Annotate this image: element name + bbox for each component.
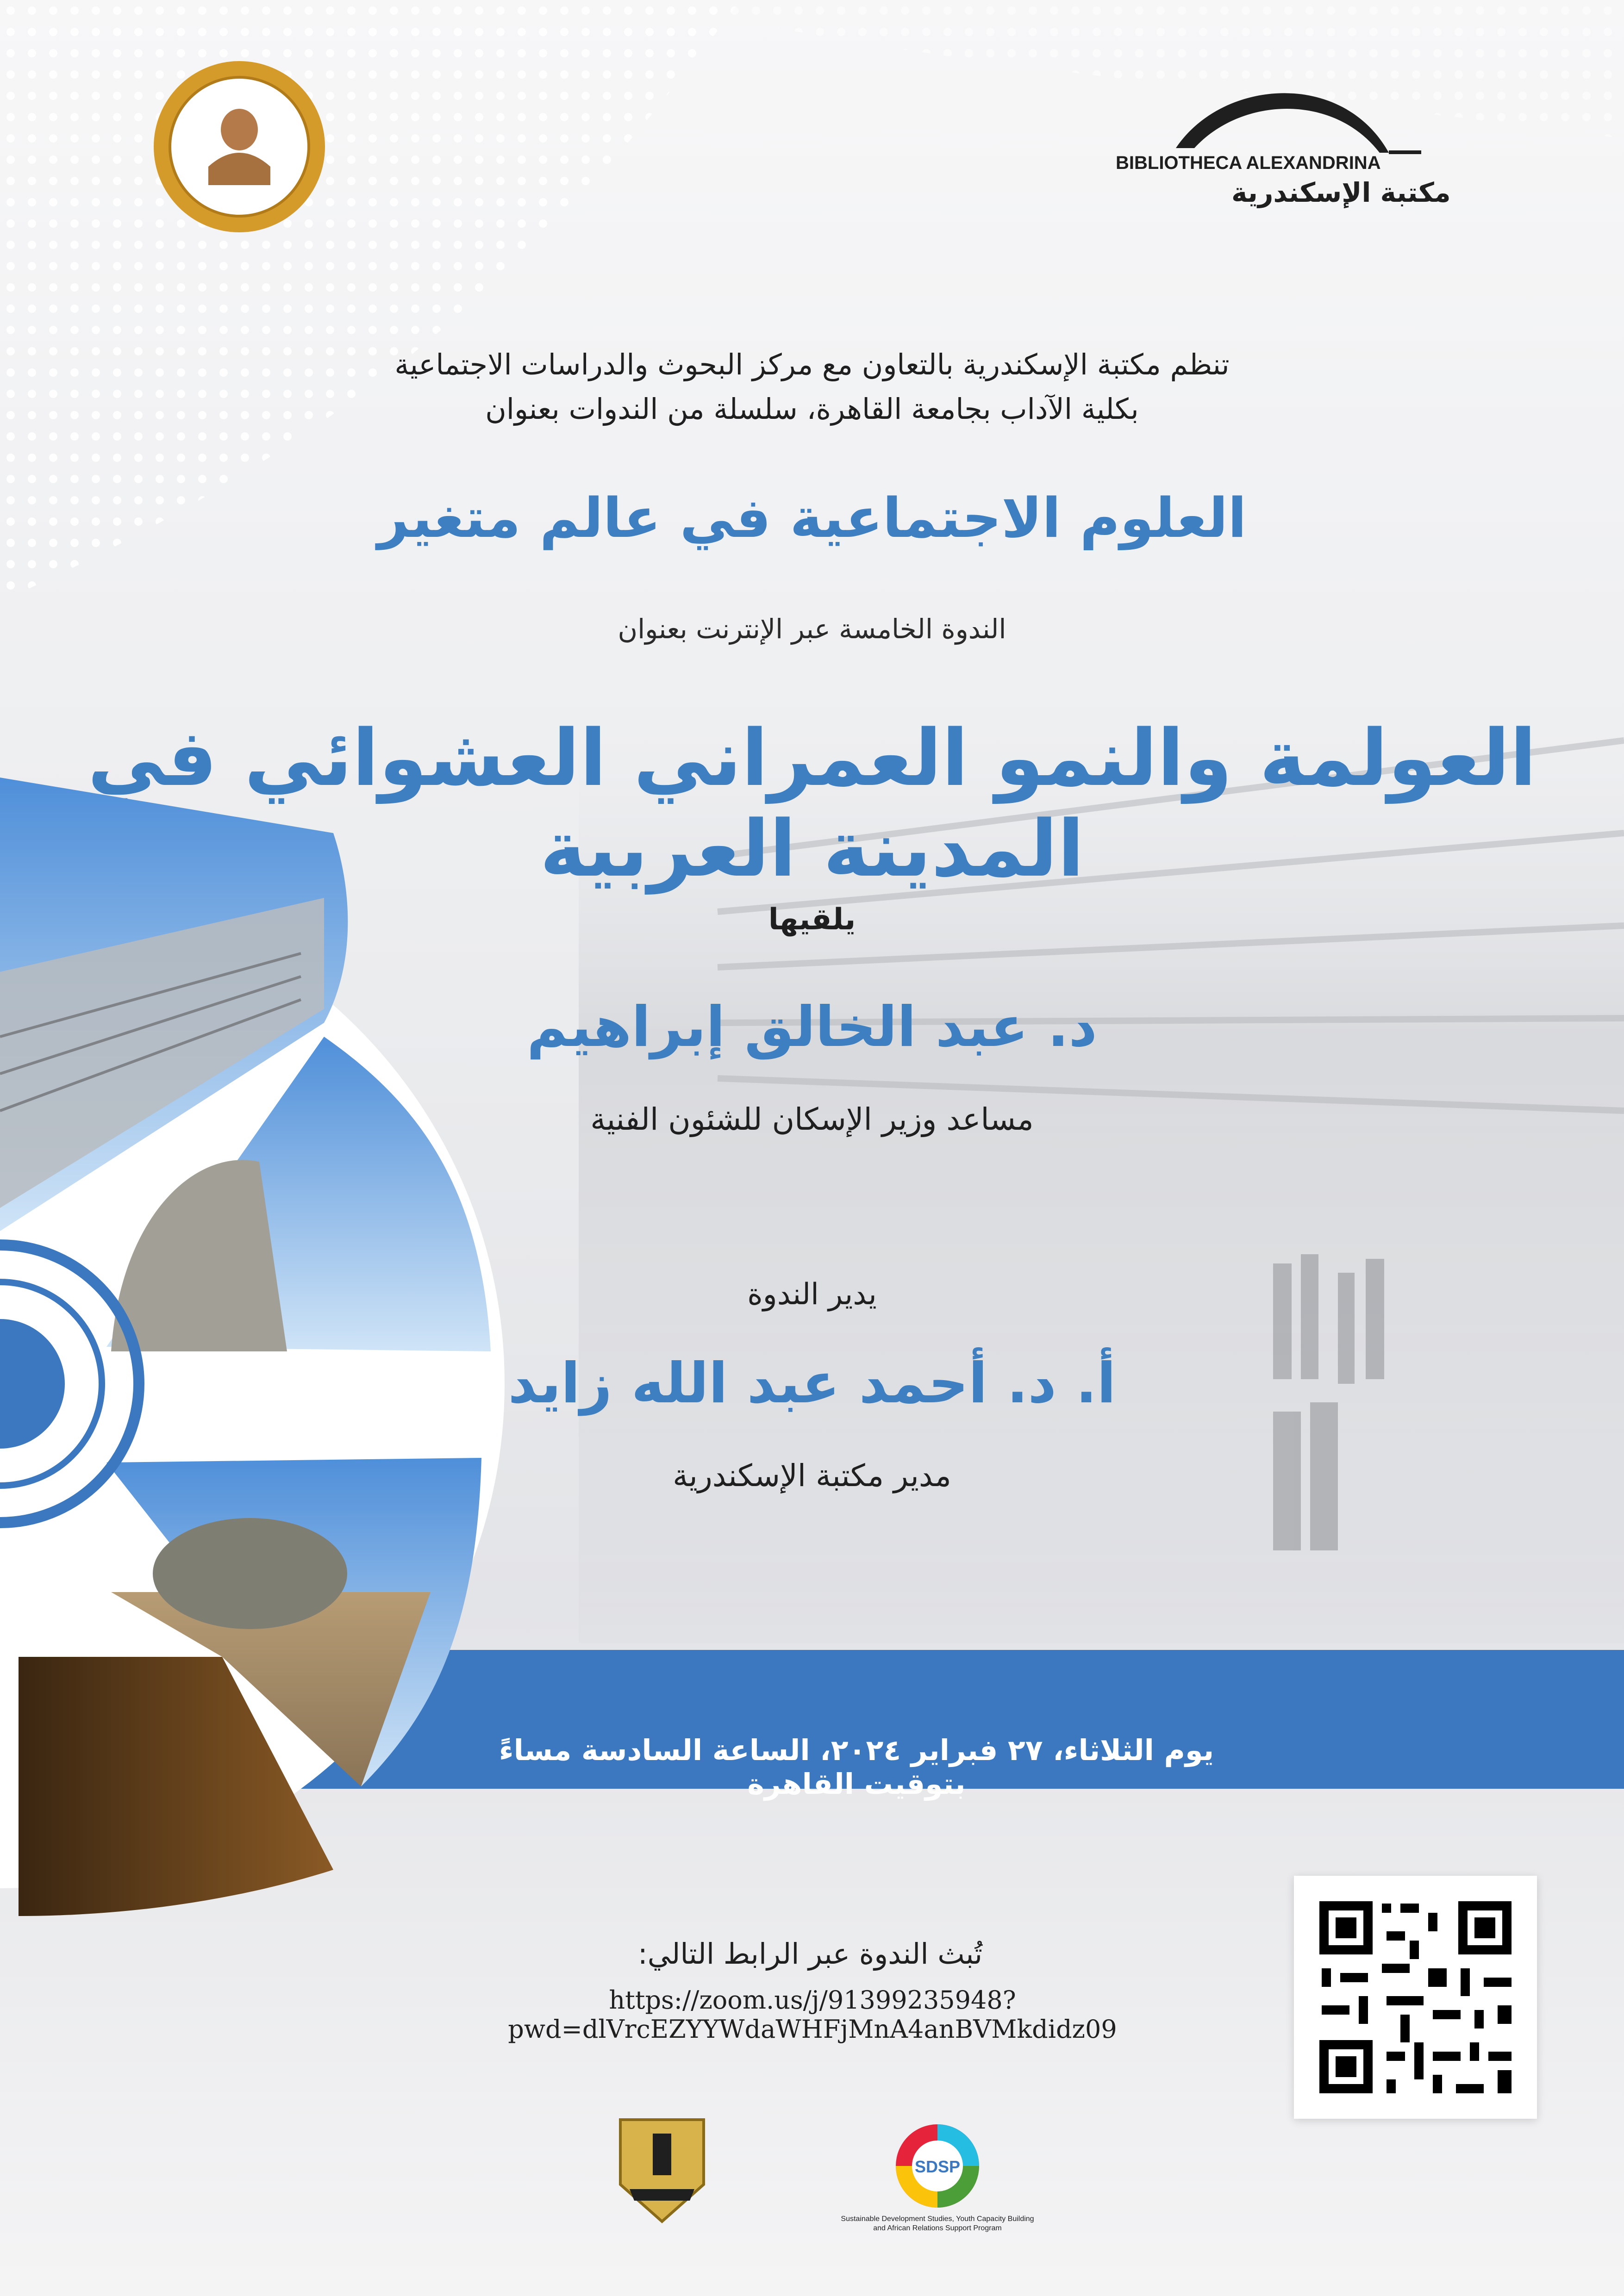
photo-collage (0, 778, 556, 1925)
library-name-en: BIBLIOTHECA ALEXANDRINA (1116, 153, 1381, 173)
series-title: العلوم الاجتماعية في عالم متغير (377, 486, 1247, 550)
speaker-label: يلقيها (768, 902, 856, 937)
sdsp-fullname: Sustainable Development Studies, Youth Capacity Building and African Relations Support Program (841, 2215, 1034, 2232)
sdsp-acronym: SDSP (914, 2157, 961, 2176)
sdsp-logo (833, 2115, 1042, 2254)
speaker-role: مساعد وزير الإسكان للشئون الفنية (590, 1101, 1034, 1137)
moderator-role: مدير مكتبة الإسكندرية (673, 1458, 951, 1493)
event-datetime: يوم الثلاثاء، ٢٧ فبراير ٢٠٢٤، الساعة السادسة مساءً بتوقيت القاهرة (499, 1733, 1214, 1801)
speaker-name: د. عبد الخالق إبراهيم (527, 995, 1097, 1059)
intro-line-2: بكلية الآداب بجامعة القاهرة، سلسلة من الندوات بعنوان (485, 392, 1139, 426)
moderator-name: أ. د. أحمد عبد الله زايد (508, 1351, 1116, 1416)
stream-label: تُبث الندوة عبر الرابط التالي: (637, 1937, 983, 1971)
qr-code[interactable] (1294, 1876, 1537, 2119)
intro-line-1: تنظم مكتبة الإسكندرية بالتعاون مع مركز البحوث والدراسات الاجتماعية (394, 348, 1230, 381)
seminar-number: الندوة الخامسة عبر الإنترنت بعنوان (618, 613, 1006, 645)
library-name-ar: مكتبة الإسكندرية (1231, 177, 1451, 208)
moderator-label: يدير الندوة (747, 1277, 877, 1312)
seminar-title: العولمة والنمو العمراني العشوائي في المدينة العربية (87, 713, 1537, 894)
social-research-center-logo (611, 2101, 713, 2245)
zoom-link[interactable]: https://zoom.us/j/91399235948?pwd=dlVrcEZYYWdaWHFjMnA4anBVMkdidz09 (508, 1985, 1117, 2044)
intro-text (0, 342, 1624, 431)
cairo-university-faculty-seal (153, 60, 326, 234)
